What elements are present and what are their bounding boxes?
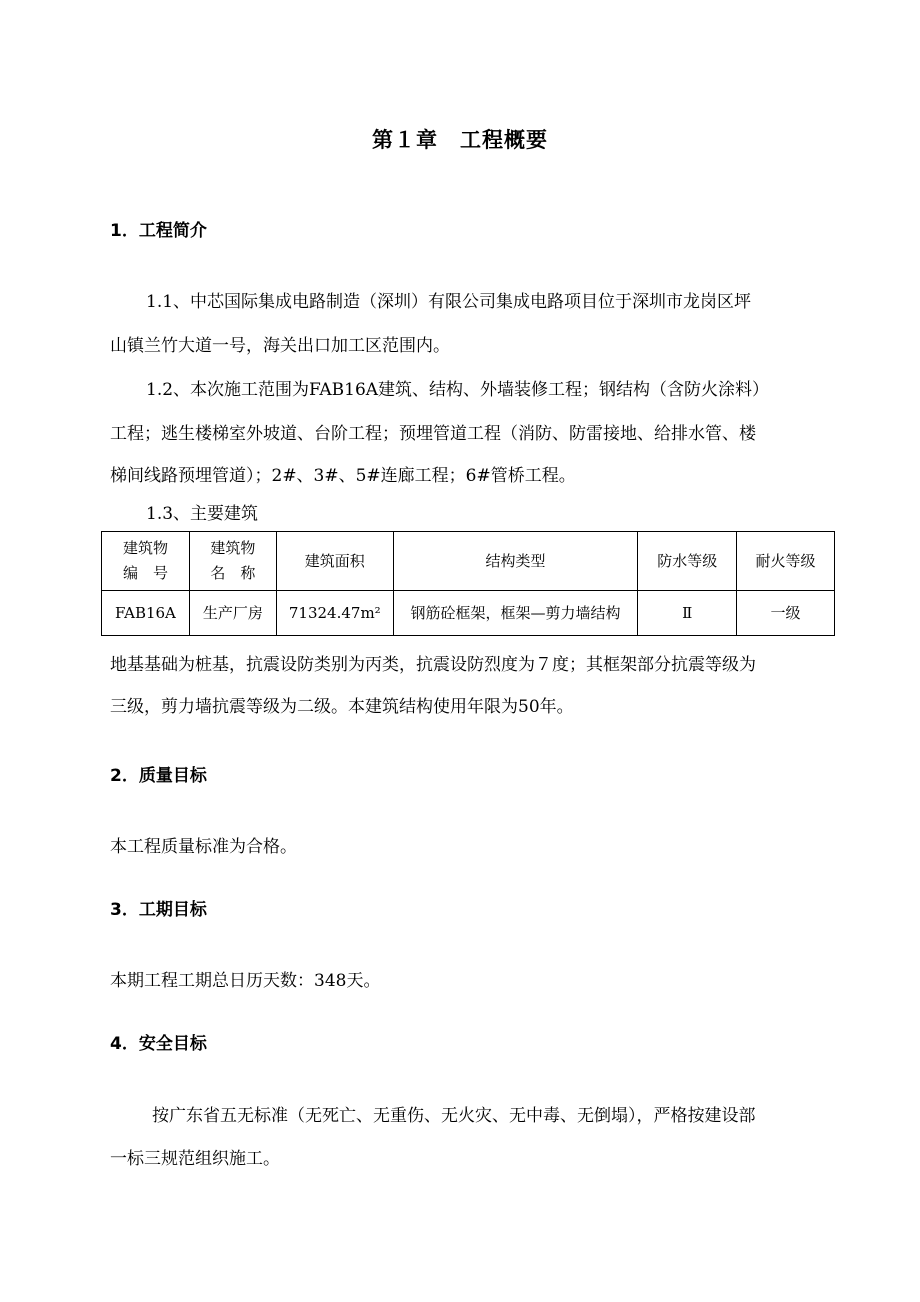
foundation-text-line-2: 三级，剪力墙抗震等级为二级。本建筑结构使用年限为50年。	[110, 697, 574, 717]
cell-area: 71324.47m²	[276, 591, 393, 636]
section-4-heading: 4．安全目标	[110, 1034, 207, 1054]
paragraph-1-2-line-3: 梯间线路预埋管道）；2#、3#、5#连廊工程；6#管桥工程。	[110, 466, 576, 486]
cell-structure: 钢筋砼框架，框架—剪力墙结构	[393, 591, 638, 636]
paragraph-1-3: 1.3、主要建筑	[146, 504, 259, 524]
header-building-code: 建筑物 编 号	[102, 532, 190, 591]
header-waterproof: 防水等级	[638, 532, 737, 591]
cell-building-code: FAB16A	[102, 591, 190, 636]
header-fire-rating: 耐火等级	[737, 532, 835, 591]
paragraph-1-1-line-2: 山镇兰竹大道一号，海关出口加工区范围内。	[110, 336, 450, 356]
building-table	[101, 531, 835, 636]
table-row	[102, 591, 835, 636]
quality-target-text: 本工程质量标准为合格。	[110, 837, 297, 857]
table-header-row	[102, 532, 835, 591]
cell-fire-rating: 一级	[737, 591, 835, 636]
safety-target-line-1: 按广东省五无标准（无死亡、无重伤、无火灾、无中毒、无倒塌），严格按建设部	[152, 1106, 756, 1126]
section-1-heading: 1．工程简介	[110, 221, 207, 241]
cell-waterproof: Ⅱ	[638, 591, 737, 636]
paragraph-1-1-line-1: 1.1、中芯国际集成电路制造（深圳）有限公司集成电路项目位于深圳市龙岗区坪	[146, 292, 752, 312]
section-3-heading: 3．工期目标	[110, 900, 207, 920]
header-area: 建筑面积	[276, 532, 393, 591]
safety-target-line-2: 一标三规范组织施工。	[110, 1149, 280, 1169]
schedule-target-text: 本期工程工期总日历天数：348天。	[110, 971, 381, 991]
header-structure: 结构类型	[393, 532, 638, 591]
paragraph-1-2-line-1: 1.2、本次施工范围为FAB16A建筑、结构、外墙装修工程；钢结构（含防火涂料）	[146, 380, 770, 400]
chapter-title: 第１章 工程概要	[372, 128, 548, 152]
foundation-text-line-1: 地基基础为桩基，抗震设防类别为丙类，抗震设防烈度为７度；其框架部分抗震等级为	[110, 655, 756, 675]
section-2-heading: 2．质量目标	[110, 766, 207, 786]
paragraph-1-2-line-2: 工程；逃生楼梯室外坡道、台阶工程；预埋管道工程（消防、防雷接地、给排水管、楼	[110, 424, 756, 444]
header-building-name: 建筑物 名 称	[189, 532, 276, 591]
cell-building-name: 生产厂房	[189, 591, 276, 636]
